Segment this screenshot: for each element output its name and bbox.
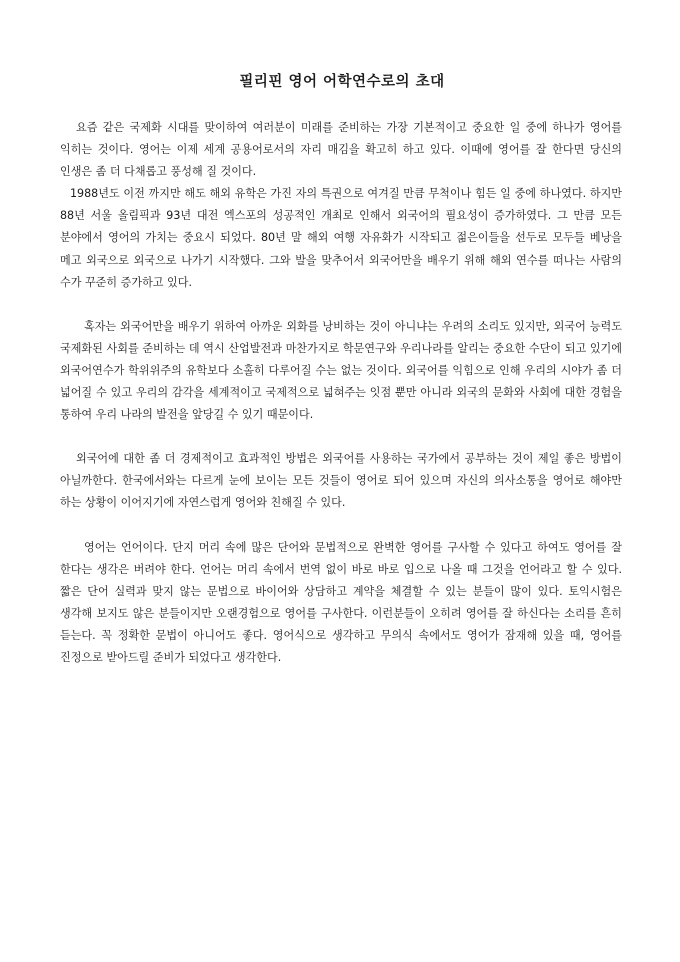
paragraph-method: 외국어에 대한 좀 더 경제적이고 효과적인 방법은 외국어를 사용하는 국가에서 공부하는 것이 제일 좋은 방법이 아닐까한다. 한국에서와는 다르게 눈에 보이는 모든 것들이 영어로 되어 있으며 자신의 의사소통을 영어로 해야만 하는 상황이 이어지기에 자연스럽게 영어와 친해질 수 있다. (60, 452, 622, 510)
paragraph-history: 1988년도 이전 까지만 해도 해외 유학은 가진 자의 특권으로 여겨질 만큼 무척이나 힘든 일 중에 하나였다. 하지만 88년 서울 올림픽과 93년 대전 엑스포의 성공적인 개최로 인해서 외국어의 필요성이 증가하였다. 그 만큼 모든 분야에서 영어의 가치는 중요시 되었다. 80년 말 해외 여행 자유화가 시작되고 젊은이들을 선두로 모두들 베낭을 메고 외국으로 외국으로 나가기 시작했다. 그와 발을 맞추어서 외국어만을 배우기 위해 해외 연수를 떠나는 사람의 수가 꾸준히 증가하고 있다. (60, 187, 622, 289)
paragraph-gap (60, 426, 622, 448)
paragraph-concern: 혹자는 외국어만을 배우기 위하여 아까운 외화를 낭비하는 것이 아니냐는 우려의 소리도 있지만, 외국어 능력도 국제화된 사회를 준비하는 데 역시 산업발전과 마찬가지로 학문연구와 우리나라를 알리는 중요한 수단이 되고 있기에 외국어연수가 학위위주의 유학보다 소홀히 다루어질 수는 없는 것이다. 외국어를 익힘으로 인해 우리의 시야가 좀 더 넓어질 수 있고 우리의 감각을 세계적이고 국제적으로 넓혀주는 잇점 뿐만 아니라 외국의 문화와 사회에 대한 경험을 통하여 우리 나라의 발전을 앞당길 수 있기 때문이다. (60, 319, 622, 422)
paragraph-intro: 요즘 같은 국제화 시대를 맞이하여 여러분이 미래를 준비하는 가장 기본적이고 중요한 일 중에 하나가 영어를 익히는 것이다. 영어는 이제 세계 공용어로서의 자리 매김을 확고히 하고 있다. 이때에 영어를 잘 한다면 당신의 인생은 좀 더 다채롭고 풍성해 질 것이다. (60, 121, 622, 179)
paragraph-gap (60, 515, 622, 537)
paragraph-gap (60, 294, 622, 316)
document-title: 필리핀 영어 어학연수로의 초대 (239, 73, 445, 90)
paragraph-language: 영어는 언어이다. 단지 머리 속에 많은 단어와 문법적으로 완벽한 영어를 구사할 수 있다고 하여도 영어를 잘 한다는 생각은 버려야 한다. 언어는 머리 속에서 번역 없이 바로 바로 입으로 나올 때 그것을 언어라고 할 수 있다. 짧은 단어 실력과 맞지 않는 문법으로 바이어와 상담하고 계약을 체결할 수 있는 분들이 많이 있다. 토익시험은 생각해 보지도 않은 분들이지만 오랜경험으로 영어를 구사한다. 이런분들이 오히려 영어를 잘 하신다는 소리를 흔히 듣는다. 꼭 정확한 문법이 아니어도 좋다. 영어식으로 생각하고 무의식 속에서도 영어가 잠재해 있을 때, 영어를 진정으로 받아드릴 준비가 되었다고 생각한다. (60, 540, 622, 664)
